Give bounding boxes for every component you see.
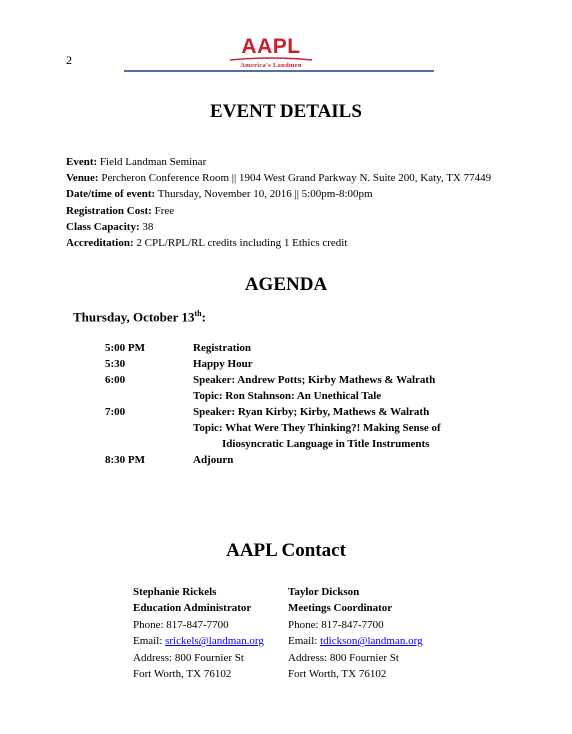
contact-email-link[interactable]: tdickson@landman.org — [320, 635, 423, 648]
contact-city: Fort Worth, TX 76102 — [288, 668, 387, 681]
logo-tagline: America's Landmen — [240, 62, 302, 69]
agenda-date: Thursday, October 13th: — [73, 309, 206, 325]
contact-address: Address: 800 Fournier St — [133, 651, 244, 664]
contact-phone: Phone: 817-847-7700 — [288, 618, 384, 631]
contact-name: Stephanie Rickels — [133, 586, 217, 598]
page-number: 2 — [66, 53, 72, 67]
event-line: Event: Field Landman Seminar — [66, 156, 207, 168]
cost-line: Registration Cost: Free — [66, 204, 175, 217]
capacity-line: Class Capacity: 38 — [66, 220, 154, 233]
event-details-block — [66, 154, 491, 251]
aapl-logo — [226, 36, 316, 70]
agenda-description: Topic: Ron Stahnson: An Unethical Tale — [193, 390, 382, 402]
agenda-description: Idiosyncratic Language in Title Instruments — [222, 438, 430, 450]
agenda-row — [0, 452, 572, 468]
agenda-row — [0, 340, 572, 356]
agenda-description: Adjourn — [193, 454, 234, 466]
contact-role: Education Administrator — [133, 602, 252, 615]
agenda-time: 7:00 — [105, 406, 126, 418]
contact-title: AAPL Contact — [226, 540, 346, 561]
contact-email-line: Email: tdickson@landman.org — [288, 635, 423, 648]
contact-card — [288, 584, 423, 682]
agenda-description: Speaker: Ryan Kirby; Kirby, Mathews & Walrath — [193, 406, 430, 418]
agenda-time: 6:00 — [105, 374, 126, 386]
agenda-description: Registration — [193, 342, 252, 354]
agenda-row — [0, 356, 572, 372]
agenda-description: Happy Hour — [193, 358, 253, 370]
agenda-row — [0, 372, 572, 388]
contact-address: Address: 800 Fournier St — [288, 651, 399, 664]
contact-email-line: Email: srickels@landman.org — [133, 635, 264, 648]
agenda-time: 8:30 PM — [105, 454, 146, 466]
accreditation-line: Accreditation: 2 CPL/RPL/RL credits including 1 Ethics credit — [66, 237, 348, 250]
logo-wordmark: AAPL — [241, 35, 301, 58]
agenda-row — [0, 404, 572, 420]
agenda-title: AGENDA — [244, 274, 328, 295]
agenda-schedule — [0, 340, 572, 468]
contact-phone: Phone: 817-847-7700 — [133, 618, 229, 631]
contact-role: Meetings Coordinator — [288, 602, 393, 615]
agenda-row — [0, 420, 572, 436]
datetime-line: Date/time of event: Thursday, November 10, 2016 || 5:00pm-8:00pm — [66, 188, 373, 201]
contact-name: Taylor Dickson — [288, 586, 360, 598]
agenda-row — [0, 436, 572, 452]
agenda-description: Topic: What Were They Thinking?! Making Sense of — [193, 422, 441, 434]
contact-email-link[interactable]: srickels@landman.org — [165, 635, 264, 648]
agenda-time: 5:30 — [105, 358, 126, 370]
agenda-time: 5:00 PM — [105, 342, 146, 354]
contact-card — [133, 584, 264, 682]
event-details-title: EVENT DETAILS — [210, 101, 362, 122]
venue-line: Venue: Percheron Conference Room || 1904 West Grand Parkway N. Suite 200, Katy, TX 77449 — [66, 172, 492, 185]
contact-city: Fort Worth, TX 76102 — [133, 668, 232, 681]
header-divider — [124, 70, 434, 72]
agenda-row — [0, 388, 572, 404]
agenda-description: Speaker: Andrew Potts; Kirby Mathews & Walrath — [193, 374, 436, 386]
